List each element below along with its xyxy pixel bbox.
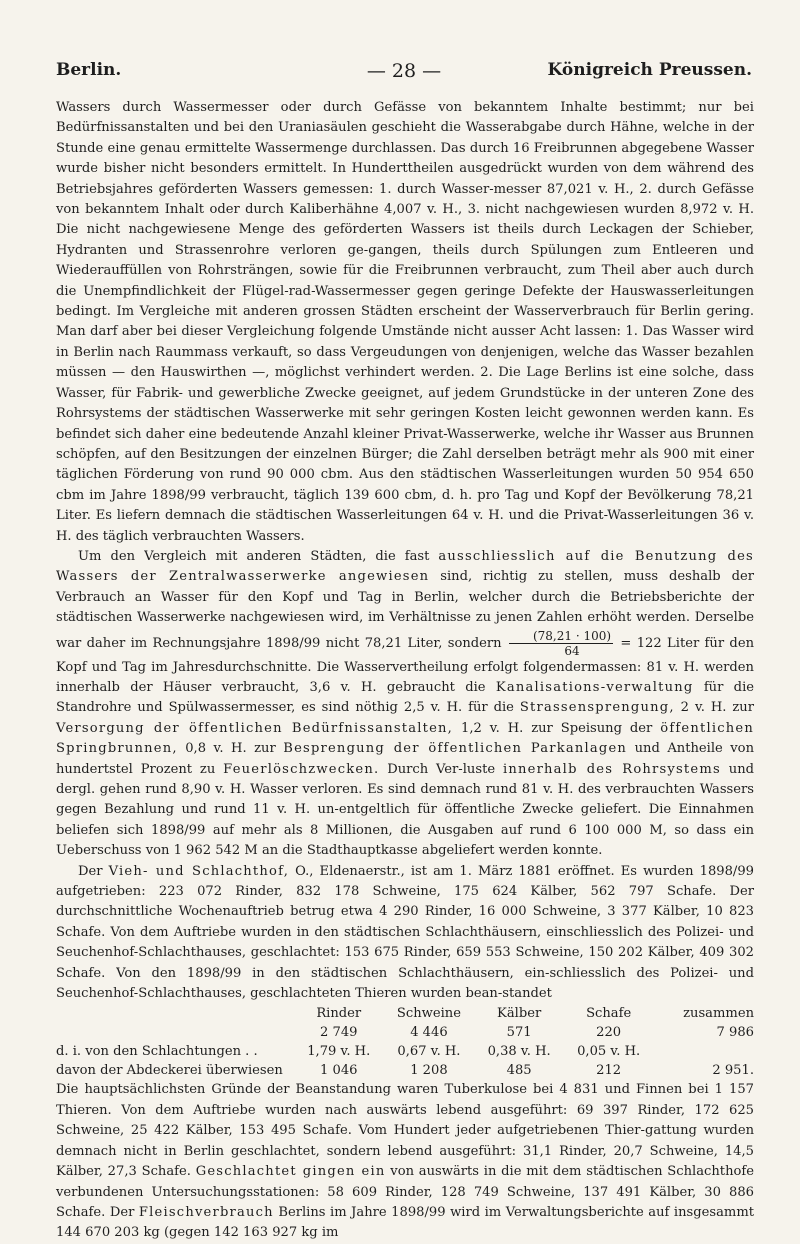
table-header-cell: Schafe (586, 1006, 632, 1022)
paragraph-water-distribution (56, 547, 754, 862)
table-cell: 485 (506, 1063, 532, 1079)
paragraph-slaughterhouse (56, 862, 754, 1005)
text-run: 2 v. H. zur (680, 700, 754, 716)
page-header (56, 60, 752, 90)
emphasis-text: Feuerlöschzwecken. (223, 761, 380, 777)
table-cell: 1 208 (410, 1063, 448, 1079)
table-cell: 220 (596, 1025, 622, 1041)
table-header-row (56, 1004, 754, 1023)
header-region: Königreich Preussen. (547, 60, 752, 80)
text-run: und dergl. gehen rund 8,90 v. H. Wasser verloren. Es sind demnach rund 81 v. H. des verbrauchten Wassers gegen Bezahlung und rund 11 v. H. un-entgeltlich für öffentliche Zwecke geliefert. Die Einnahmen beliefen sich 1898/99 auf mehr als 8 Millionen, die Ausgaben auf rund 6 100 000 M, so dass ein Ueberschuss von 1 962 542 M an die Stadthauptkasse abgeliefert werden konnte. (56, 761, 755, 859)
emphasis-text: Vieh- und Schlachthof, (108, 863, 290, 879)
text-run: Die hauptsächlichsten Gründe der Beanstandung waren Tuberkulose bei 4 831 und Finnen bei 1 157 Thieren. Von dem Auftriebe wurden nach auswärts lebend ausgeführt: 69 397 Rinder, 172 625 Schweine, 25 422 Kälber, 153 495 Schafe. Vom Hundert jeder aufgetriebenen Thier-gattung wurden demnach nicht in Berlin geschlachtet, sondern lebend ausgeführt: 31,1 Rinder, 20,7 Schweine, 14,5 Kälber, 27,3 Schafe. (56, 1082, 754, 1180)
table-header-cell: Schweine (396, 1006, 461, 1022)
text-run: 1,2 v. H. zur Speisung der (461, 720, 653, 736)
text-run: sind, richtig zu stellen, muss deshalb der Verbrauch an Wasser für den Kopf und Tag in Berlin, welcher durch die Betriebsberichte der städtischen Wasserwerke nachgewiesen wird, im Verhältnisse zu jenen Zahlen erhöht werden. Derselbe war daher im Rechnungsjahre 1898/99 nicht 78,21 Liter, sondern (56, 569, 754, 651)
emphasis-text: Versorgung der öffentlichen Bedürfnissanstalten, (56, 720, 454, 736)
table-row (56, 1061, 754, 1080)
paragraph-rejections (56, 1080, 754, 1243)
table-cell (56, 1023, 294, 1042)
text-run: 0,8 v. H. zur (185, 741, 276, 757)
table-cell: davon der Abdeckerei überwiesen (56, 1063, 283, 1079)
table-cell: 2 951. (712, 1063, 754, 1079)
text-run: und Antheile von hundertstel Prozent zu (56, 741, 755, 777)
text-run: = 122 Liter für den Kopf und Tag im Jahresdurchschnitte. Die Wasservertheilung erfolgt folgendermassen: 81 v. H. werden innerhalb der Häuser verbraucht, 3,6 v. H. gebraucht die (56, 635, 754, 695)
table-header-cell (56, 1004, 294, 1023)
text-run: Der (78, 863, 103, 879)
text-run: für die Standrohre und Spülwassermesser, es sind nöthig 2,5 v. H. für die (56, 679, 755, 716)
page-number: — 28 — (366, 60, 442, 82)
fraction-formula (509, 629, 613, 658)
table-header-cell: Kälber (497, 1006, 542, 1022)
text-run: Um den Vergleich mit anderen Städten, die fast (78, 548, 430, 564)
table-cell: 1,79 v. H. (307, 1044, 371, 1060)
table-header-cell: Rinder (316, 1006, 362, 1022)
table-cell: 2 749 (320, 1025, 358, 1041)
paragraph-water-measurement: Wassers durch Wassermesser oder durch Gefässe von bekanntem Inhalte bestimmt; nur bei Bedürfnissanstalten und bei den Uraniasäulen geschieht die Wasserabgabe durch Hähne, welche in der Stunde eine genau ermittelte Wassermenge durchlassen. Das durch 16 Freibrunnen abgegebene Wasser wurde bisher nicht besonders ermittelt. In Hunderttheilen ausgedrückt wurden von dem während des Betriebsjahres geförderten Wassers gemessen: 1. durch Wasser-messer 87,021 v. H., 2. durch Gefässe von bekanntem Inhalt oder durch Kaliberhähne 4,007 v. H., 3. nicht nachgewiesen wurden 8,972 v. H. Die nicht nachgewiesene Menge des geförderten Wassers ist theils durch Leckagen der Schieber, Hydranten und Strassenrohre verloren ge-gangen, theils durch Spülungen zum Entleeren und Wiederauffüllen von Rohrsträngen, sowie für die Freibrunnen verbraucht, zum Theil aber auch durch die Unempfindlichkeit der Flügel-rad-Wassermesser gegen geringe Defekte der Hauswasserleitungen bedingt. Im Vergleiche mit anderen grossen Städten erscheint der Wasserverbrauch für Berlin gering. Man darf aber bei dieser Vergleichung folgende Umstände nicht ausser Acht lassen: 1. Das Wasser wird in Berlin nach Raummass verkauft, so dass Vergeudungen von denjenigen, welche das Wasser bezahlen müssen — den Hauswirthen —, möglichst verhindert werden. 2. Die Lage Berlins ist eine solche, dass Wasser, für Fabrik- und gewerbliche Zwecke geeignet, auf jedem Grundstücke in der unteren Zone des Rohrsystems der städtischen Wasserwerke mit sehr geringen Kosten leicht gewonnen werden kann. Es befindet sich daher eine bedeutende Anzahl kleiner Privat-Wasserwerke, welche ihr Wasser aus Brunnen schöpfen, auf den Besitzungen der einzelnen Bürger; die Zahl derselben beträgt mehr als 900 mit einer täglichen Förderung von rund 90 000 cbm. Aus den städtischen Wasserleitungen wurden 50 954 650 cbm im Jahre 1898/99 verbraucht, täglich 139 600 cbm, d. h. pro Tag und Kopf der Bevölkerung 78,21 Liter. Es liefern demnach die städtischen Wasserleitungen 64 v. H. und die Privat-Wasserleitungen 36 v. H. des täglich verbrauchten Wassers. (56, 100, 754, 544)
table-header-cell: zusammen (683, 1006, 754, 1022)
page-body (56, 98, 754, 1244)
emphasis-text: Geschlachtet gingen ein (195, 1164, 386, 1180)
table-cell: 1 046 (320, 1063, 358, 1079)
text-run: Berlins im Jahre 1898/99 wird im Verwaltungsberichte auf insgesammt 144 670 203 kg (gegen 142 163 927 kg im (56, 1204, 754, 1241)
text-run: O., Eldenaerstr., ist am 1. März 1881 eröffnet. Es wurden 1898/99 aufgetrieben: 223 072 Rinder, 832 178 Schweine, 175 624 Kälber, 562 797 Schafe. Der durchschnittliche Wochenauftrieb betrug etwa 4 290 Rinder, 16 000 Schweine, 3 377 Kälber, 10 823 Schafe. Von dem Auftriebe wurden in den städtischen Schlachthäusern, einschliesslich des Polizei- und Seuchenhof-Schlachthauses, geschlachtet: 153 675 Rinder, 659 553 Schweine, 150 202 Kälber, 409 302 Schafe. Von den 1898/99 in den städtischen Schlachthäusern, ein-schliesslich des Polizei- und Seuchenhof-Schlachthauses, geschlachteten Thieren wurden bean-standet (56, 863, 755, 1002)
header-city: Berlin. (56, 60, 122, 80)
emphasis-text: Besprengung der öffentlichen Parkanlagen (283, 741, 628, 757)
table-cell: 212 (596, 1063, 622, 1079)
table-cell (653, 1042, 754, 1061)
emphasis-text: ausschliesslich auf die Benutzung des Wassers der Zentralwasserwerke angewiesen (56, 548, 754, 585)
emphasis-text: Strassensprengung, (519, 700, 675, 716)
fraction-numerator: (78,21 · 100) (509, 629, 613, 644)
text-run: von auswärts in die mit dem städtischen Schlachthofe verbundenen Untersuchungsstationen: 58 609 Rinder, 128 749 Schweine, 137 491 Kälber, 30 886 Schafe. Der (56, 1164, 754, 1220)
table-row (56, 1023, 754, 1042)
emphasis-text: öffentlichen Springbrunnen, (56, 720, 754, 757)
table-cell: 7 986 (716, 1025, 754, 1041)
emphasis-text: Kanalisations-verwaltung (495, 679, 694, 695)
table-cell: 4 446 (410, 1025, 448, 1041)
table-row (56, 1042, 754, 1061)
fraction-denominator: 64 (564, 643, 580, 658)
emphasis-text: Fleischverbrauch (138, 1204, 274, 1220)
table-cell: 0,05 v. H. (577, 1044, 641, 1060)
emphasis-text: innerhalb des Rohrsystems (502, 761, 721, 777)
table-cell: 571 (506, 1025, 532, 1041)
text-run: Durch Ver-luste (387, 761, 496, 777)
table-cell: 0,67 v. H. (397, 1044, 461, 1060)
table-cell: d. i. von den Schlachtungen . . (56, 1044, 258, 1060)
table-cell: 0,38 v. H. (487, 1044, 551, 1060)
rejection-table (56, 1004, 754, 1080)
